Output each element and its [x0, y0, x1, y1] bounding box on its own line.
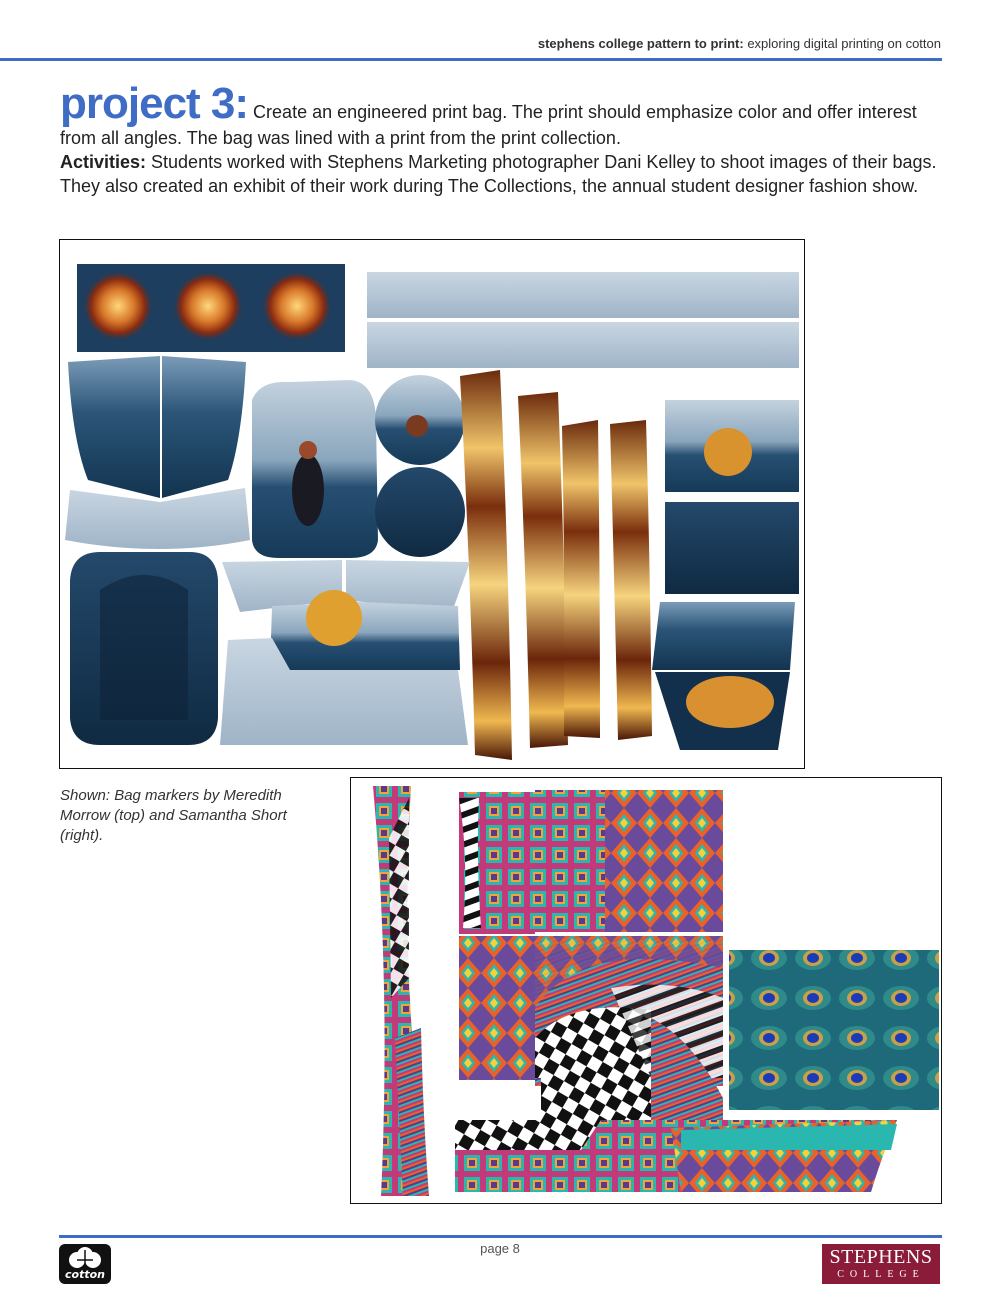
bag-marker-morrow-image — [60, 240, 804, 768]
page-number: page 8 — [480, 1241, 520, 1256]
bag-marker-short — [350, 777, 942, 1204]
figure-caption: Shown: Bag markers by Meredith Morrow (top) and Samantha Short (right). — [60, 787, 287, 844]
stephens-logo-college: COLLEGE — [837, 1269, 925, 1280]
bag-marker-short-image — [351, 778, 941, 1203]
intro-paragraph — [60, 79, 945, 198]
footer-rule — [59, 1235, 942, 1238]
activities-description: Students worked with Stephens Marketing photographer Dani Kelley to shoot images of their bags. They also created an exhibit of their work during The Collections, the annual student designer fashion show. — [60, 152, 937, 196]
cotton-logo-text: cotton — [65, 1268, 105, 1281]
activities-label: Activities: — [60, 152, 147, 172]
header-bold: stephens college pattern to print: — [537, 36, 744, 51]
project-description: Create an engineered print bag. The print should emphasize color and offer interest from all angles. The bag was lined with a print from the print collection. — [60, 102, 917, 148]
header-rest: exploring digital printing on cotton — [743, 36, 941, 51]
cotton-logo — [59, 1244, 111, 1284]
header-rule — [0, 58, 942, 61]
stephens-logo-name: STEPHENS — [829, 1246, 933, 1268]
project-title: project 3: — [60, 79, 249, 128]
bag-marker-morrow — [59, 239, 805, 769]
stephens-college-logo — [822, 1244, 940, 1284]
running-header — [538, 36, 941, 51]
